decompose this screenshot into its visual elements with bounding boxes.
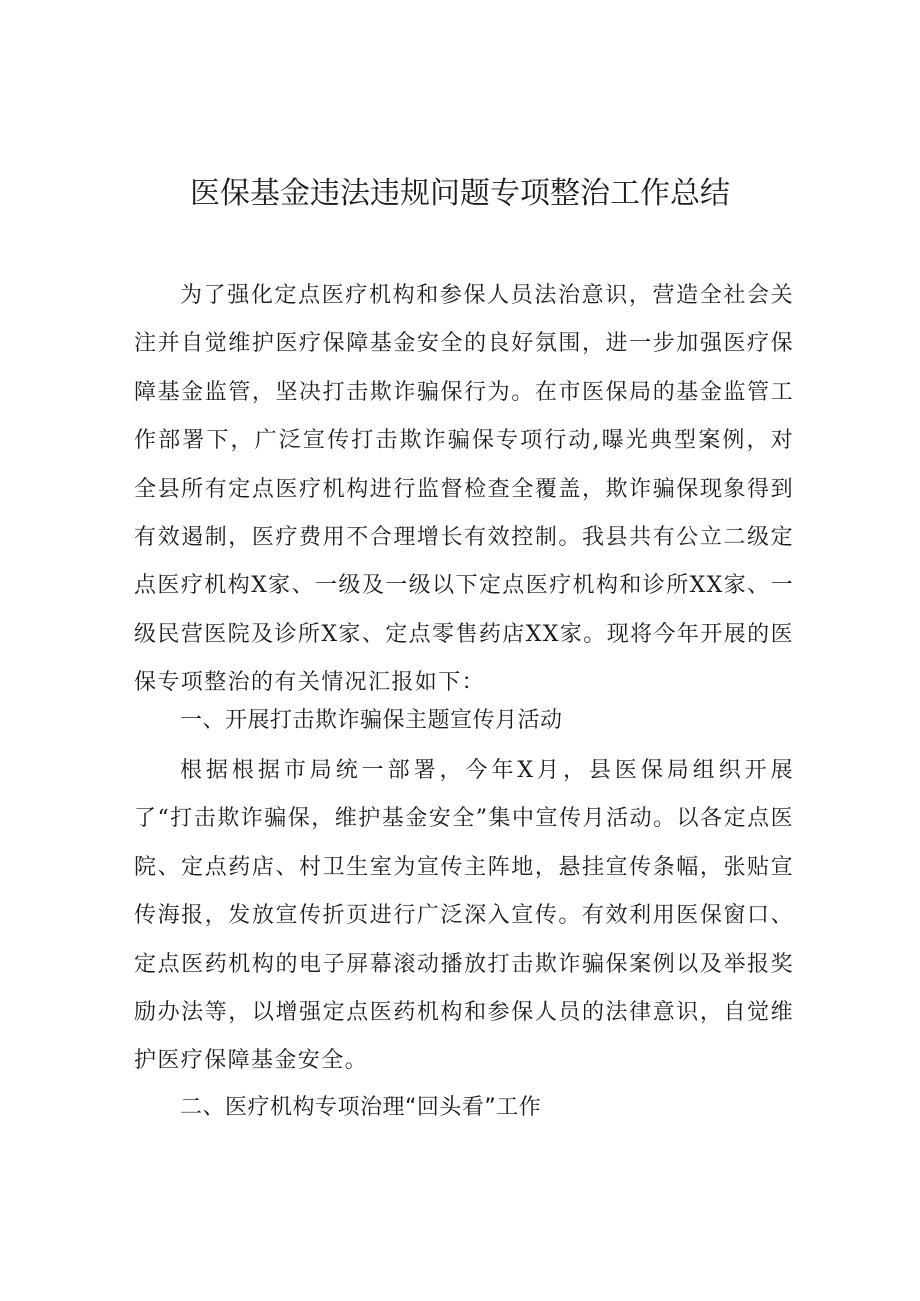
intro-paragraph: 为了强化定点医疗机构和参保人员法治意识，营造全社会关注并自觉维护医疗保障基金安全的良好氛围，进一步加强医疗保障基金监管，坚决打击欺诈骗保行为。在市医保局的基金监管工作部署下，广泛宣传打击欺诈骗保专项行动,曝光典型案例，对全县所有定点医疗机构进行监督检查全覆盖，欺诈骗保现象得到有效遏制，医疗费用不合理增长有效控制。我县共有公立二级定点医疗机构X家、一级及一级以下定点医疗机构和诊所XX家、一级民营医院及诊所X家、定点零售药店XX家。现将今年开展的医保专项整治的有关情况汇报如下： xyxy=(134,283,794,696)
section-1-paragraph: 根据根据市局统一部署，今年X月，县医保局组织开展了“打击欺诈骗保，维护基金安全”集中宣传月活动。以各定点医院、定点药店、村卫生室为宣传主阵地，悬挂宣传条幅，张贴宣传海报，发放宣传折页进行广泛深入宣传。有效利用医保窗口、定点医药机构的电子屏幕滚动播放打击欺诈骗保案例以及举报奖励办法等，以增强定点医药机构和参保人员的法律意识，自觉维护医疗保障基金安全。 xyxy=(134,758,794,1074)
section-heading-1: 一、开展打击欺诈骗保主题宣传月活动 xyxy=(180,708,563,733)
document-title: 医保基金违法违规问题专项整治工作总结 xyxy=(190,176,730,211)
section-heading-2: 二、医疗机构专项治理“回头看”工作 xyxy=(180,1095,542,1120)
